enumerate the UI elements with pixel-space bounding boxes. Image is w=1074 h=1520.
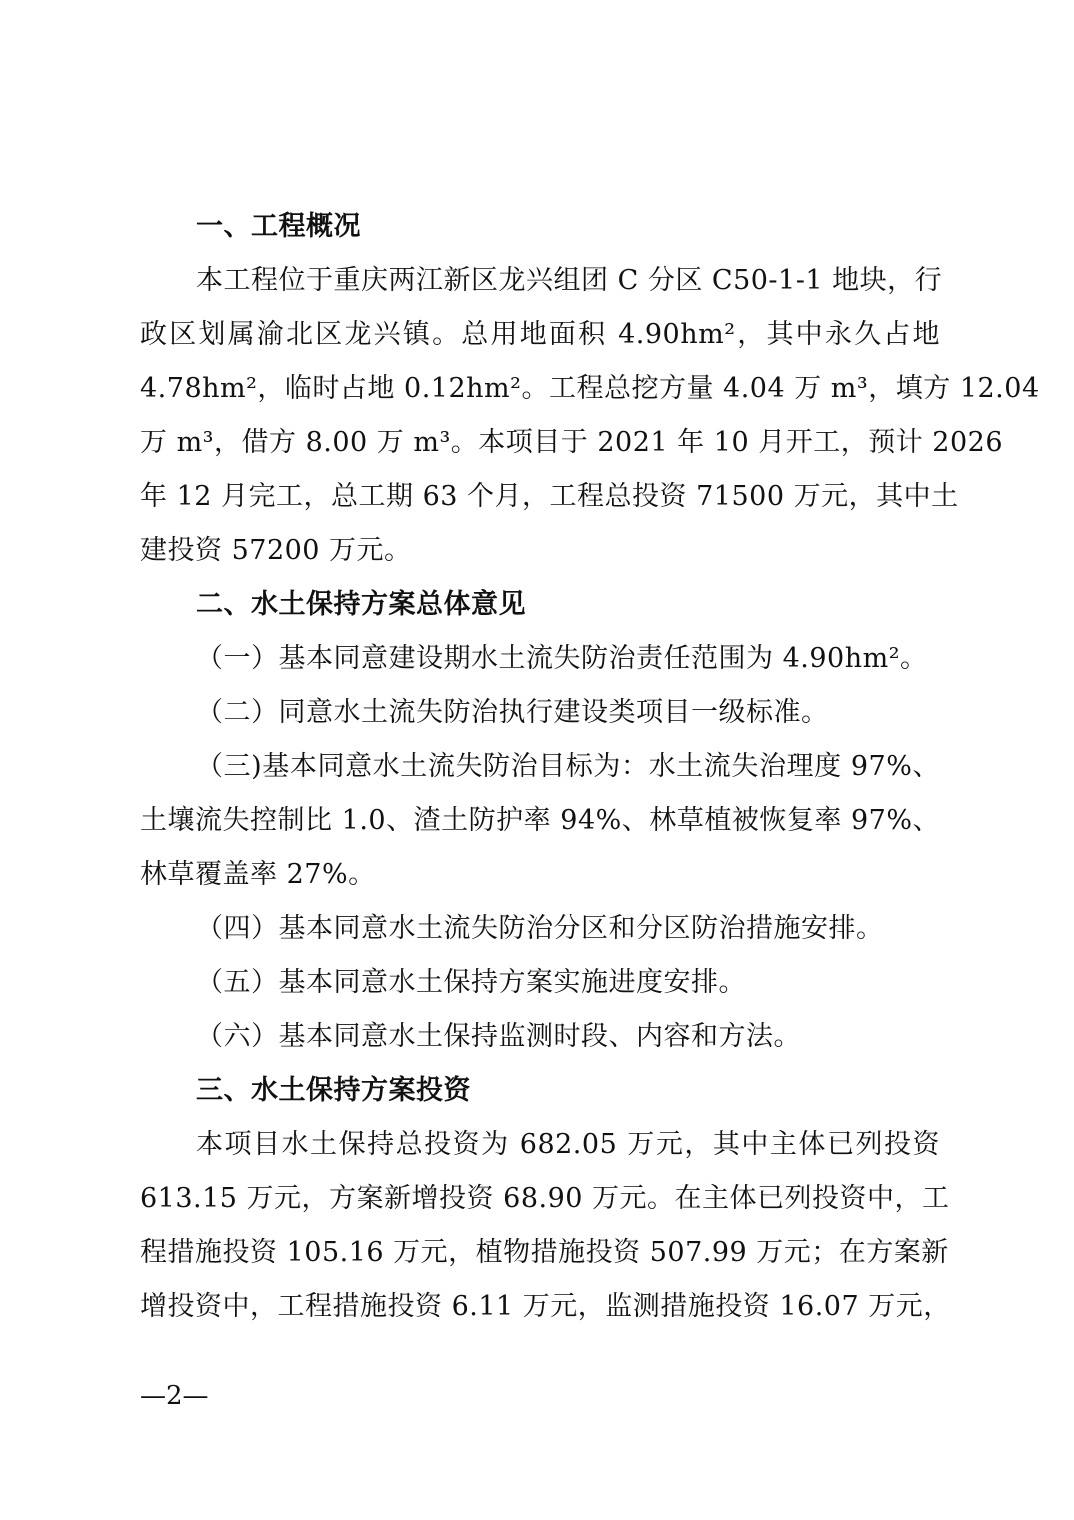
paragraph-line: 本项目水土保持总投资为 682.05 万元，其中主体已列投资 — [196, 1129, 940, 1160]
opinion-item-continued: 林草覆盖率 27%。 — [140, 859, 376, 890]
opinion-item: （六）基本同意水土保持监测时段、内容和方法。 — [196, 1021, 801, 1052]
paragraph-line: 613.15 万元，方案新增投资 68.90 万元。在主体已列投资中，工 — [140, 1183, 950, 1214]
opinion-item: （二）同意水土流失防治执行建设类项目一级标准。 — [196, 697, 829, 728]
page-number: —2— — [140, 1381, 209, 1411]
paragraph-line: 本工程位于重庆两江新区龙兴组团 C 分区 C50-1-1 地块，行 — [196, 265, 943, 296]
paragraph-line: 万 m³，借方 8.00 万 m³。本项目于 2021 年 10 月开工，预计 2026 — [140, 427, 1003, 458]
paragraph-line: 政区划属渝北区龙兴镇。总用地面积 4.90hm²，其中永久占地 — [140, 319, 940, 350]
opinion-item: （三)基本同意水土流失防治目标为：水土流失治理度 97%、 — [196, 751, 940, 782]
section-heading-overall-opinion: 二、水土保持方案总体意见 — [196, 589, 526, 620]
section-heading-investment: 三、水土保持方案投资 — [196, 1075, 471, 1106]
paragraph-line: 增投资中，工程措施投资 6.11 万元，监测措施投资 16.07 万元， — [140, 1291, 951, 1322]
opinion-item-continued: 土壤流失控制比 1.0、渣土防护率 94%、林草植被恢复率 97%、 — [140, 805, 940, 836]
paragraph-line: 4.78hm²，临时占地 0.12hm²。工程总挖方量 4.04 万 m³，填方 12.04 — [140, 373, 1040, 404]
document-body — [140, 200, 1040, 1334]
section-heading-project-overview: 一、工程概况 — [196, 211, 361, 242]
opinion-item: （五）基本同意水土保持方案实施进度安排。 — [196, 967, 746, 998]
paragraph-line: 建投资 57200 万元。 — [140, 535, 412, 566]
paragraph-line: 年 12 月完工，总工期 63 个月，工程总投资 71500 万元，其中土 — [140, 481, 959, 512]
opinion-item: （一）基本同意建设期水土流失防治责任范围为 4.90hm²。 — [196, 643, 928, 674]
paragraph-line: 程措施投资 105.16 万元，植物措施投资 507.99 万元；在方案新 — [140, 1237, 949, 1268]
opinion-item: （四）基本同意水土流失防治分区和分区防治措施安排。 — [196, 913, 884, 944]
